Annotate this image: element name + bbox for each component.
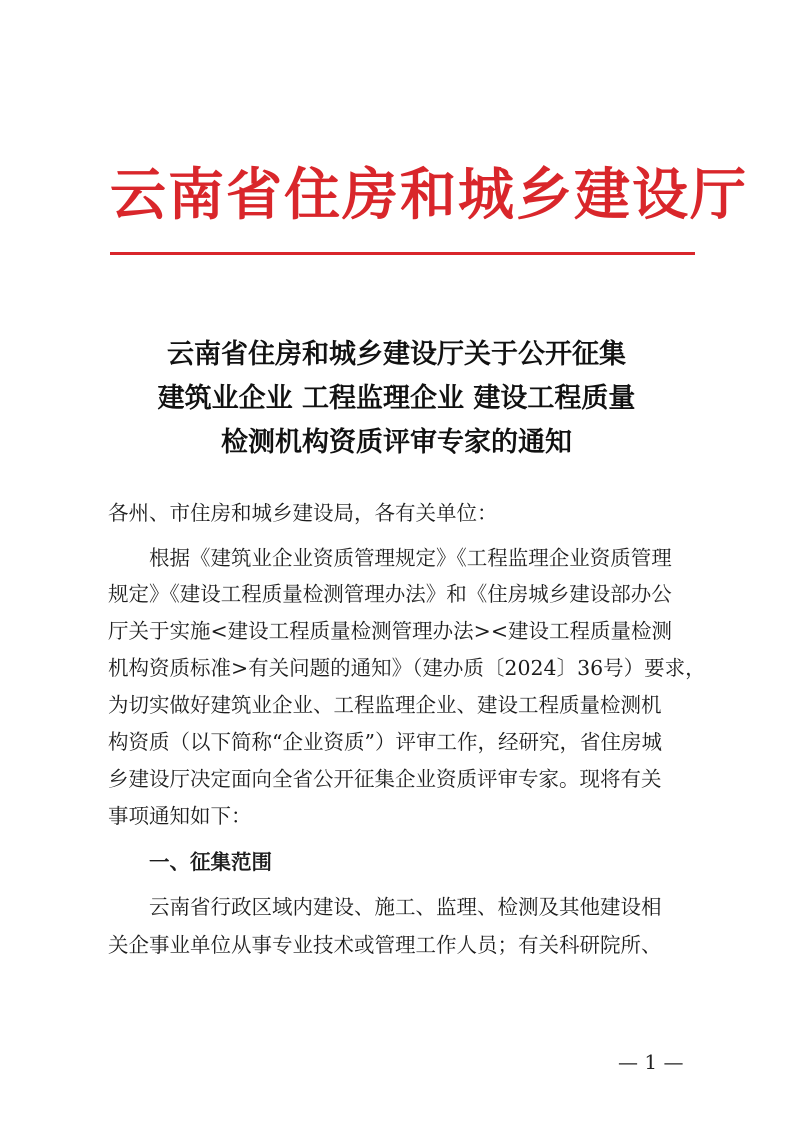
paragraph-line: 规定》《建设工程质量检测管理办法》和《住房城乡建设部办公: [108, 582, 672, 606]
paragraph-line: 厅关于实施<建设工程质量检测管理办法><建设工程质量检测: [108, 619, 673, 643]
masthead-red-rule: [110, 252, 695, 255]
paragraph-line: 事项通知如下：: [108, 804, 252, 828]
paragraph-line: 云南省行政区域内建设、施工、监理、检测及其他建设相: [108, 895, 662, 919]
paragraph-line: 机构资质标准>有关问题的通知》（建办质〔2024〕36号）要求，: [108, 656, 706, 680]
document-title: [60, 333, 733, 465]
section-heading: 一、征集范围: [108, 850, 272, 874]
page-number: — 1 —: [618, 1050, 684, 1074]
title-line-2: 建筑业企业 工程监理企业 建设工程质量: [157, 383, 636, 414]
paragraph-line: 构资质（以下简称“企业资质”）评审工作，经研究，省住房城: [108, 730, 662, 754]
paragraph-line: 乡建设厅决定面向全省公开征集企业资质评审专家。现将有关: [108, 767, 662, 791]
paragraph-line: 为切实做好建筑业企业、工程监理企业、建设工程质量检测机: [108, 693, 662, 717]
salutation: 各州、市住房和城乡建设局，各有关单位：: [108, 501, 498, 525]
title-line-1: 云南省住房和城乡建设厅关于公开征集: [167, 339, 626, 370]
paragraph-line: 根据《建筑业企业资质管理规定》《工程监理企业资质管理: [108, 546, 672, 570]
paragraph-line: 关企事业单位从事专业技术或管理工作人员；有关科研院所、: [108, 933, 662, 957]
title-line-3: 检测机构资质评审专家的通知: [221, 427, 572, 458]
agency-masthead: 云南省住房和城乡建设厅: [110, 162, 748, 228]
